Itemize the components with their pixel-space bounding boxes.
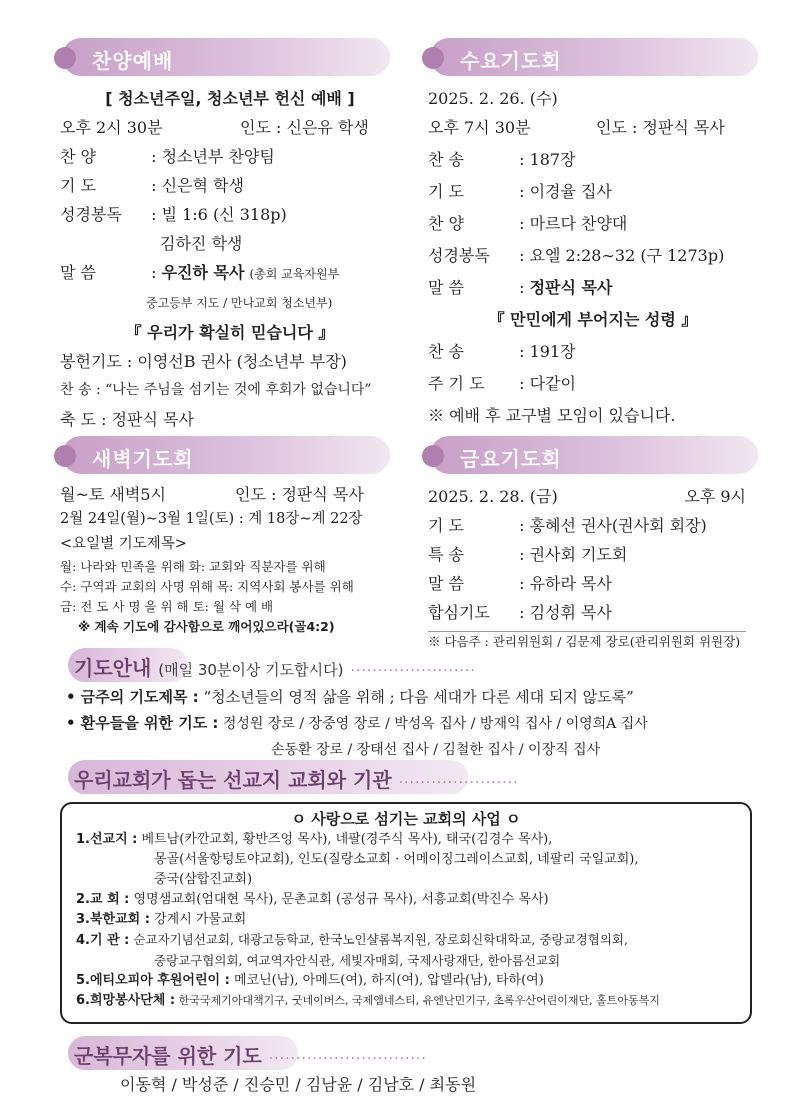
dawn-time-row — [60, 482, 400, 507]
sunday-row: 찬 양 : 청소년부 찬양팀 — [60, 147, 275, 166]
sunday-preacher-note: 중고등부 지도 / 만나교회 청소년부) — [146, 296, 333, 310]
mission-item: 6.희망봉사단체 : 한국국제기아대책기구, 굿네이버스, 국제앰네스티, 유엔난민기구, 초록우산어린이재단, 홀트아동복지 — [76, 993, 660, 1008]
wednesday-header — [430, 38, 758, 76]
mission-item-line: 몽골(서울항텅토야교회), 인도(질랑소교회 · 어메이징그레이스교회, 네팔리 국일교회), — [154, 852, 639, 867]
dawn-topic: 월: 나라와 민족을 위해 화: 교회와 직분자를 위해 — [60, 559, 326, 574]
mission-item: 3.북한교회 : 강계시 가물교회 — [76, 912, 247, 927]
dawn-period: 2월 24일(월)∼3월 1일(토) : 계 18장∼계 22장 — [60, 511, 363, 527]
dawn-verse: ※ 계속 기도에 감사함으로 깨어있으라(골4:2) — [78, 619, 335, 634]
military-title: 군복무자를 위한 기도 — [74, 1044, 262, 1068]
sunday-sermon-row: 말 씀 : 우진하 목사 (총회 교육자원부 — [60, 263, 340, 282]
sunday-row: 성경봉독 : 빌 1:6 (신 318p) — [60, 205, 287, 224]
mission-item: 2.교 회 : 영명샘교회(엄대현 목사), 문촌교회 (공성규 목사), 서흥교회(박진수 목사) — [76, 892, 549, 907]
sunday-preacher: 우진하 목사 — [161, 263, 245, 282]
sunday-reader2: 김하진 학생 — [160, 234, 243, 253]
dawn-time: 월~토 새벽5시 — [60, 485, 166, 504]
mission-item-line: 중랑교구협의회, 여교역자안식관, 세빛자매회, 국제사랑재단, 한아름선교회 — [154, 953, 561, 968]
prayer-guide-title: 기도안내 — [74, 656, 152, 680]
missions-title: 우리교회가 돕는 선교지 교회와 기관 — [74, 768, 392, 792]
friday-header — [430, 436, 758, 474]
mission-item-line: 중국(삼합진교회) — [154, 872, 253, 887]
friday-date-row — [428, 482, 746, 511]
sick-prayer-row2: 손동환 장로 / 장태선 집사 / 김철한 집사 / 이장직 집사 — [271, 742, 601, 758]
dawn-topic: 수: 구역과 교회의 사명 위해 목: 지역사회 봉사를 위해 — [60, 579, 354, 594]
mission-item: 1.선교지 : 베트남(카깐교회, 황반즈엉 목사), 네팔(경주식 목사), 태국(김경수 목사), — [76, 832, 553, 847]
missions-box-title: ㅇ 사랑으로 섬기는 교회의 사업 ㅇ — [291, 810, 521, 828]
prayer-guide-heading: 기도안내 (매일 30분이상 기도합시다) ······················· — [74, 652, 476, 681]
dawn-topic: 금: 전 도 사 명 을 위 해 토: 월 삭 예 배 — [60, 599, 274, 614]
wednesday-sermon-title: 『 만민에게 부어지는 성령 』 — [488, 310, 698, 329]
wednesday-section — [428, 84, 758, 430]
wednesday-notice: ※ 예배 후 교구별 모임이 있습니다. — [428, 406, 676, 425]
dawn-leader: 인도 : 정판식 목사 — [235, 485, 364, 504]
dawn-subtitle: <요일별 기도제목> — [60, 536, 187, 552]
wednesday-sermon-row: 말 씀 : 정판식 목사 — [428, 278, 613, 297]
missions-heading: 우리교회가 돕는 선교지 교회와 기관 ······················ — [74, 764, 519, 793]
bullet-icon — [422, 47, 444, 69]
military-heading: 군복무자를 위한 기도 ····························· — [74, 1040, 427, 1069]
wednesday-leader: 인도 : 정판식 목사 — [596, 118, 725, 137]
bullet-icon — [54, 445, 76, 467]
wednesday-lords-prayer: 주 기 도 : 다같이 — [428, 374, 576, 393]
friday-row: 특 송 : 권사회 기도회 — [428, 545, 628, 564]
sunday-sermon-title: 『 우리가 확실히 믿습니다 』 — [125, 323, 335, 342]
wednesday-row: 찬 양 : 마르다 찬양대 — [428, 214, 628, 233]
sunday-time-row — [60, 113, 400, 142]
prayer-guide-subtitle: (매일 30분이상 기도합시다) — [158, 661, 344, 679]
sunday-time: 오후 2시 30분 — [60, 118, 163, 137]
missions-box — [60, 802, 752, 1024]
sunday-section — [60, 84, 400, 463]
wednesday-header-label: 수요기도회 — [460, 49, 562, 73]
mission-item: 4.기 관 : 순교자기념선교회, 대광고등학교, 한국노인샬롬복지원, 장로회신학대학교, 중랑교경협의회, — [76, 932, 628, 948]
sunday-hymn: 찬 송 : “나는 주님을 섬기는 것에 후회가 없습니다” — [60, 382, 372, 398]
weekly-prayer-row: • 금주의 기도제목 : “청소년들의 영적 삶을 위해 ; 다음 세대가 다른 세대 되지 않도록” — [66, 688, 634, 706]
mission-item: 5.에티오피아 후원어린이 : 메코닌(남), 아메드(여), 하지(여), 압델라(남), 타하(여) — [76, 973, 544, 988]
wednesday-date: 2025. 2. 26. (수) — [428, 89, 558, 108]
wednesday-row: 기 도 : 이경율 집사 — [428, 182, 612, 201]
dawn-header-label: 새벽기도회 — [92, 447, 194, 471]
bullet-icon — [54, 47, 76, 69]
friday-time: 오후 9시 — [684, 487, 746, 506]
wednesday-time: 오후 7시 30분 — [428, 118, 531, 137]
sunday-blessing: 축 도 : 정판식 목사 — [60, 410, 194, 429]
sunday-header — [62, 38, 390, 76]
sunday-offering: 봉헌기도 : 이영선B 권사 (청소년부 부장) — [60, 352, 347, 371]
wednesday-hymn2: 찬 송 : 191장 — [428, 342, 576, 361]
wednesday-row: 성경봉독 : 요엘 2:28∼32 (구 1273p) — [428, 246, 725, 265]
sunday-header-label: 찬양예배 — [92, 49, 174, 73]
dawn-header — [62, 436, 390, 474]
friday-date: 2025. 2. 28. (금) — [428, 487, 558, 506]
friday-next-week: ※ 다음주 : 관리위원회 / 김문제 장로(관리위원회 위원장) — [428, 634, 741, 649]
sunday-row: 기 도 : 신은혁 학생 — [60, 176, 244, 195]
dawn-section — [60, 482, 400, 637]
friday-row: 기 도 : 홍혜선 권사(권사회 회장) — [428, 516, 707, 535]
friday-row: 말 씀 : 유하라 목사 — [428, 574, 612, 593]
military-names: 이동혁 / 박성준 / 진승민 / 김남윤 / 김남호 / 최동원 — [120, 1075, 477, 1094]
sick-prayer-row: • 환우들을 위한 기도 : 정성원 장로 / 장중영 장로 / 박성옥 집사 / 방재익 집사 / 이영희A 집사 — [66, 714, 648, 732]
prayer-guide-section — [66, 684, 766, 763]
bullet-icon — [422, 445, 444, 467]
wednesday-row: 찬 송 : 187장 — [428, 150, 576, 169]
friday-header-label: 금요기도회 — [460, 447, 562, 471]
friday-row: 합심기도 : 김성휘 목사 — [428, 603, 612, 622]
friday-section — [428, 482, 746, 652]
sunday-leader: 인도 : 신은유 학생 — [240, 118, 369, 137]
sunday-title: [ 청소년주일, 청소년부 헌신 예배 ] — [105, 89, 355, 108]
wednesday-time-row — [428, 113, 758, 142]
